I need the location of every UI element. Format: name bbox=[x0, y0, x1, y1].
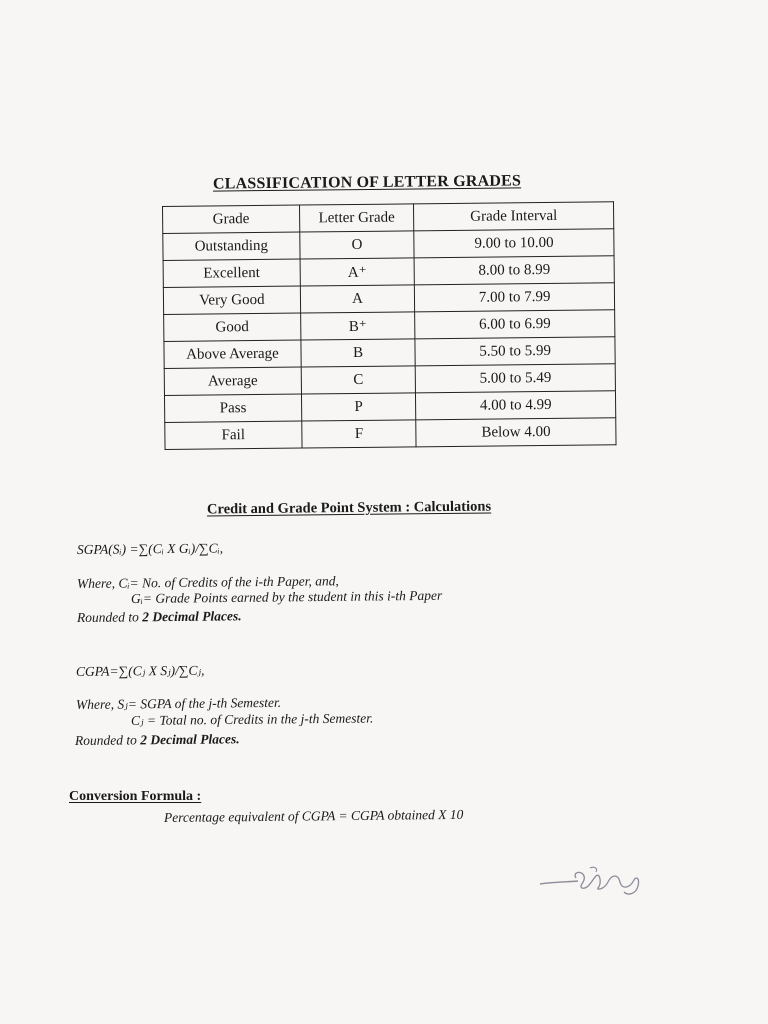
grade-cell: Good bbox=[164, 313, 301, 341]
grade-cell: Pass bbox=[164, 394, 301, 422]
interval-cell: 6.00 to 6.99 bbox=[415, 310, 615, 339]
header-letter-grade: Letter Grade bbox=[299, 204, 414, 232]
grade-cell: Outstanding bbox=[163, 232, 300, 260]
interval-cell: 5.50 to 5.99 bbox=[415, 337, 615, 366]
letter-cell: A⁺ bbox=[300, 258, 415, 286]
conversion-formula: Percentage equivalent of CGPA = CGPA obtained X 10 bbox=[163, 806, 464, 825]
grade-cell: Very Good bbox=[163, 286, 300, 314]
grade-cell: Above Average bbox=[164, 340, 301, 368]
cgpa-where-line-2: Cⱼ = Total no. of Credits in the j-th Semester. bbox=[130, 710, 374, 728]
letter-cell: B⁺ bbox=[300, 312, 415, 340]
cgpa-rounding-note bbox=[75, 731, 240, 749]
cgpa-rounding-bold: 2 Decimal Places. bbox=[140, 731, 240, 748]
grade-cell: Average bbox=[164, 367, 301, 395]
sgpa-where-line-1: Where, Cᵢ= No. of Credits of the i-th Paper, and, bbox=[76, 573, 339, 591]
interval-cell: 8.00 to 8.99 bbox=[414, 256, 614, 285]
grade-cell: Fail bbox=[165, 421, 302, 449]
letter-cell: C bbox=[301, 366, 416, 394]
cgpa-rounding-prefix: Rounded to bbox=[74, 732, 141, 748]
letter-cell: F bbox=[302, 420, 417, 448]
letter-cell: O bbox=[300, 231, 415, 259]
signature-icon bbox=[538, 862, 648, 912]
sgpa-rounding-note bbox=[77, 608, 242, 626]
header-grade-interval: Grade Interval bbox=[414, 202, 614, 231]
letter-cell: A bbox=[300, 285, 415, 313]
header-grade: Grade bbox=[163, 205, 300, 233]
interval-cell: 5.00 to 5.49 bbox=[415, 364, 615, 393]
interval-cell: 9.00 to 10.00 bbox=[414, 229, 614, 258]
interval-cell: 7.00 to 7.99 bbox=[415, 283, 615, 312]
calculations-heading: Credit and Grade Point System : Calculations bbox=[206, 498, 492, 518]
interval-cell: Below 4.00 bbox=[416, 418, 616, 447]
page-title: CLASSIFICATION OF LETTER GRADES bbox=[212, 172, 522, 193]
letter-cell: B bbox=[301, 339, 416, 367]
table-row bbox=[165, 418, 616, 450]
sgpa-rounding-bold: 2 Decimal Places. bbox=[142, 608, 242, 625]
sgpa-formula: SGPA(Sᵢ) =∑(Cᵢ X Gᵢ)/∑Cᵢ, bbox=[76, 540, 224, 557]
letter-cell: P bbox=[301, 393, 416, 421]
grades-table bbox=[162, 201, 617, 450]
cgpa-where-line-1: Where, Sⱼ= SGPA of the j-th Semester. bbox=[75, 694, 282, 712]
sgpa-rounding-prefix: Rounded to bbox=[76, 609, 143, 625]
grade-cell: Excellent bbox=[163, 259, 300, 287]
cgpa-formula: CGPA=∑(Cⱼ X Sⱼ)/∑Cⱼ, bbox=[75, 662, 205, 679]
interval-cell: 4.00 to 4.99 bbox=[416, 391, 616, 420]
sgpa-where-line-2: Gᵢ= Grade Points earned by the student in this i-th Paper bbox=[130, 587, 443, 606]
conversion-label: Conversion Formula : bbox=[69, 789, 202, 804]
